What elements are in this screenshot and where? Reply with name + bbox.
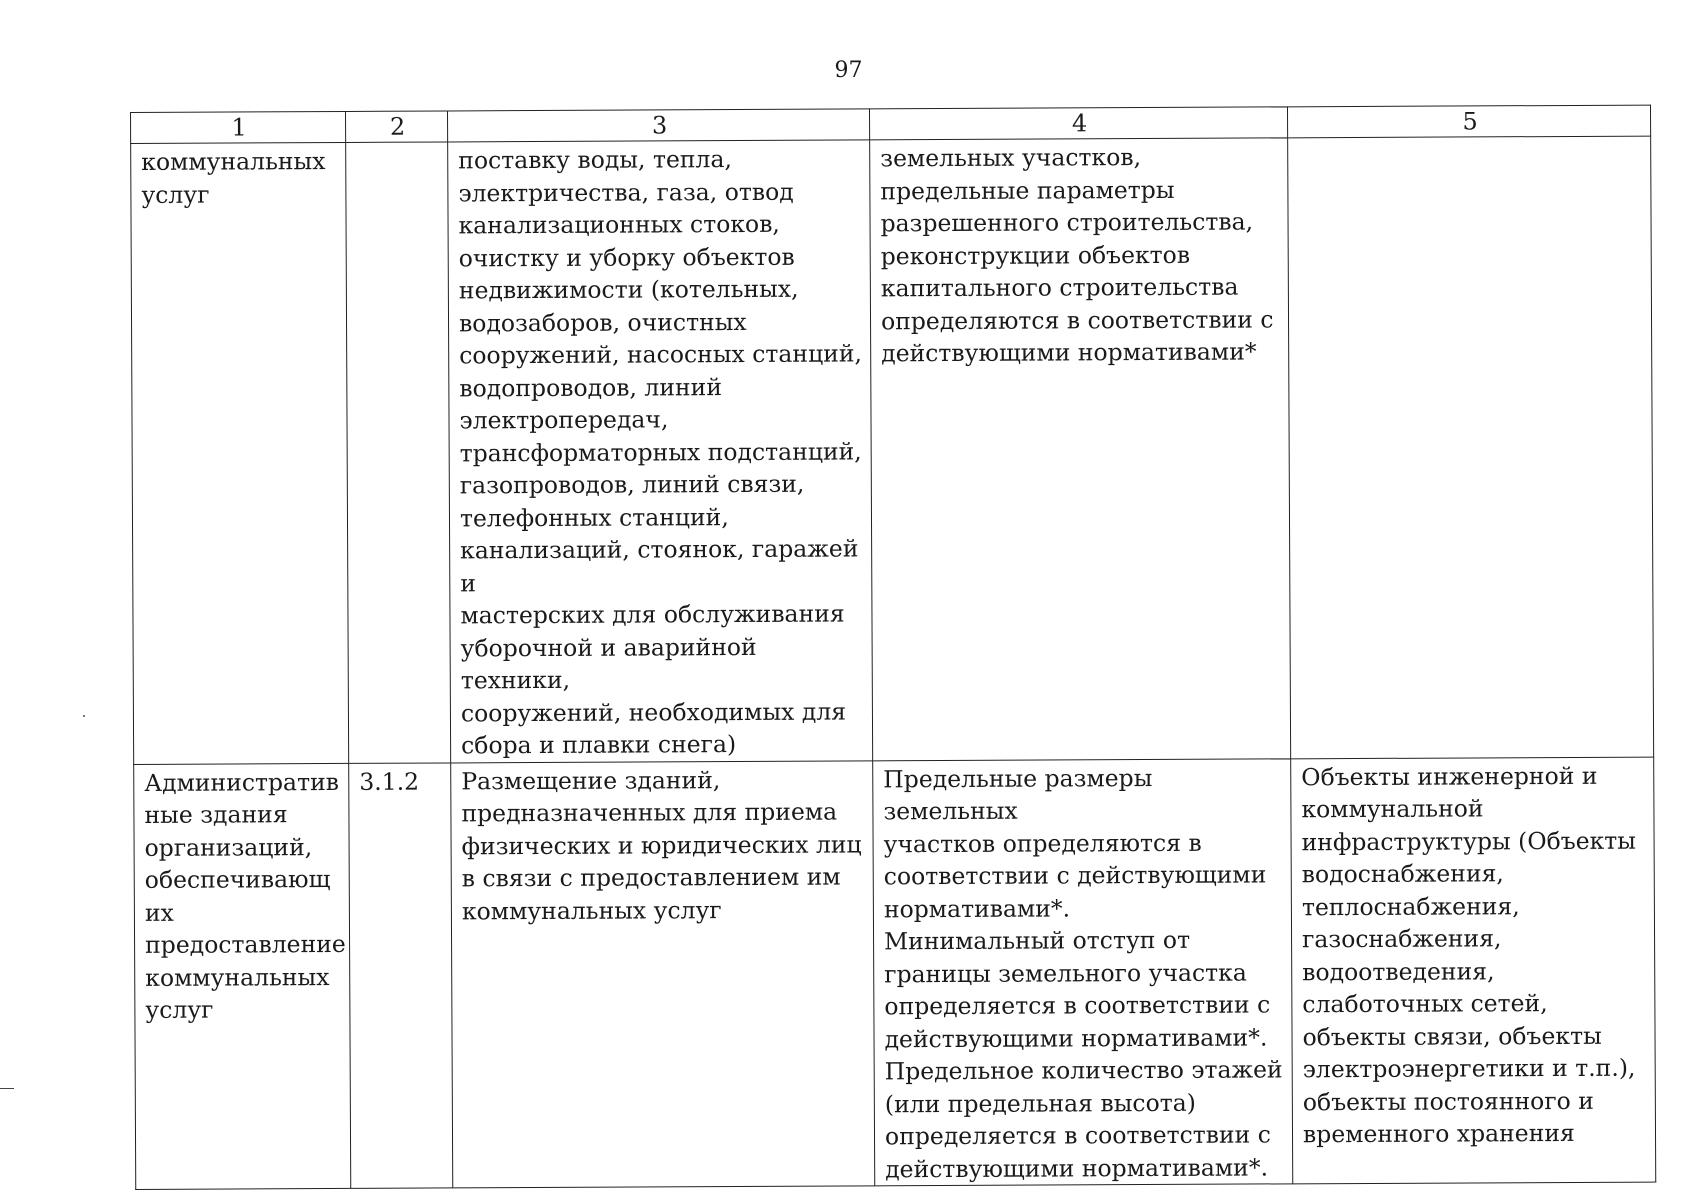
cell-auxiliary-uses xyxy=(1288,136,1654,758)
cell-text: земельных участков, предельные параметры разрешенного строительства, реконструкции объектов капитального строительства определяются в соответствии с действующими нормативами* xyxy=(880,143,1274,368)
cell-text: 3.1.2 xyxy=(359,767,420,796)
column-header-1: 1 xyxy=(131,111,346,143)
table-row xyxy=(131,136,1654,764)
cell-text: Размещение зданий, предназначенных для приема физических и юридических лиц в связи с предоставлением им коммунальных услуг xyxy=(461,765,862,925)
cell-text: Предельные размеры земельных участков определяются в соответствии с действующими нормативами*. Минимальный отступ от границы земельного участка определяется в соответствии с действующими нормативами*. Предельное количество этажей (или предельная высота) определяется в соответствии с действующими нормативами*. xyxy=(883,763,1283,1183)
column-header-2: 2 xyxy=(345,111,447,142)
cell-text: Административ ные здания организаций, обеспечивающ их предоставление коммунальных услуг xyxy=(144,767,346,1024)
cell-use-code xyxy=(349,762,453,1188)
cell-text xyxy=(1298,139,1642,141)
margin-mark xyxy=(0,1088,14,1089)
cell-auxiliary-uses xyxy=(1291,757,1656,1184)
cell-limit-parameters xyxy=(873,758,1293,1186)
cell-text: поставку воды, тепла, электричества, газа, отвод канализационных стоков, очистку и уборку объектов недвижимости (котельных, водозаборов, очистных сооружений, насосных станций, водопроводов, линий электропередач, трансформаторных подстанций, газопроводов, линий связи, телефонных станций, канализаций, стоянок, гаражей и мастерских для обслуживания уборочной и аварийной техники, сооружений, необходимых для сбора и плавки снега) xyxy=(458,145,863,760)
column-header-3: 3 xyxy=(447,109,869,142)
column-header-4: 4 xyxy=(869,107,1287,140)
land-use-table xyxy=(130,105,1656,1190)
cell-use-name xyxy=(134,763,351,1190)
column-header-5: 5 xyxy=(1287,105,1650,138)
cell-text: Объекты инженерной и коммунальной инфраструктуры (Объекты водоснабжения, теплоснабжения, газоснабжения, водоотведения, слаботочных сетей, объекты связи, объекты электроэнергетики и т.п.), объекты постоянного и временного хранения xyxy=(1301,761,1637,1149)
table-row xyxy=(134,757,1656,1190)
cell-use-description xyxy=(451,760,875,1188)
page-number: 97 xyxy=(834,58,863,83)
cell-use-code xyxy=(346,142,451,763)
cell-text: коммунальных услуг xyxy=(141,147,326,209)
scan-speck xyxy=(83,715,85,717)
cell-limit-parameters xyxy=(870,138,1291,761)
cell-use-description xyxy=(448,140,873,763)
cell-use-name xyxy=(131,142,349,764)
